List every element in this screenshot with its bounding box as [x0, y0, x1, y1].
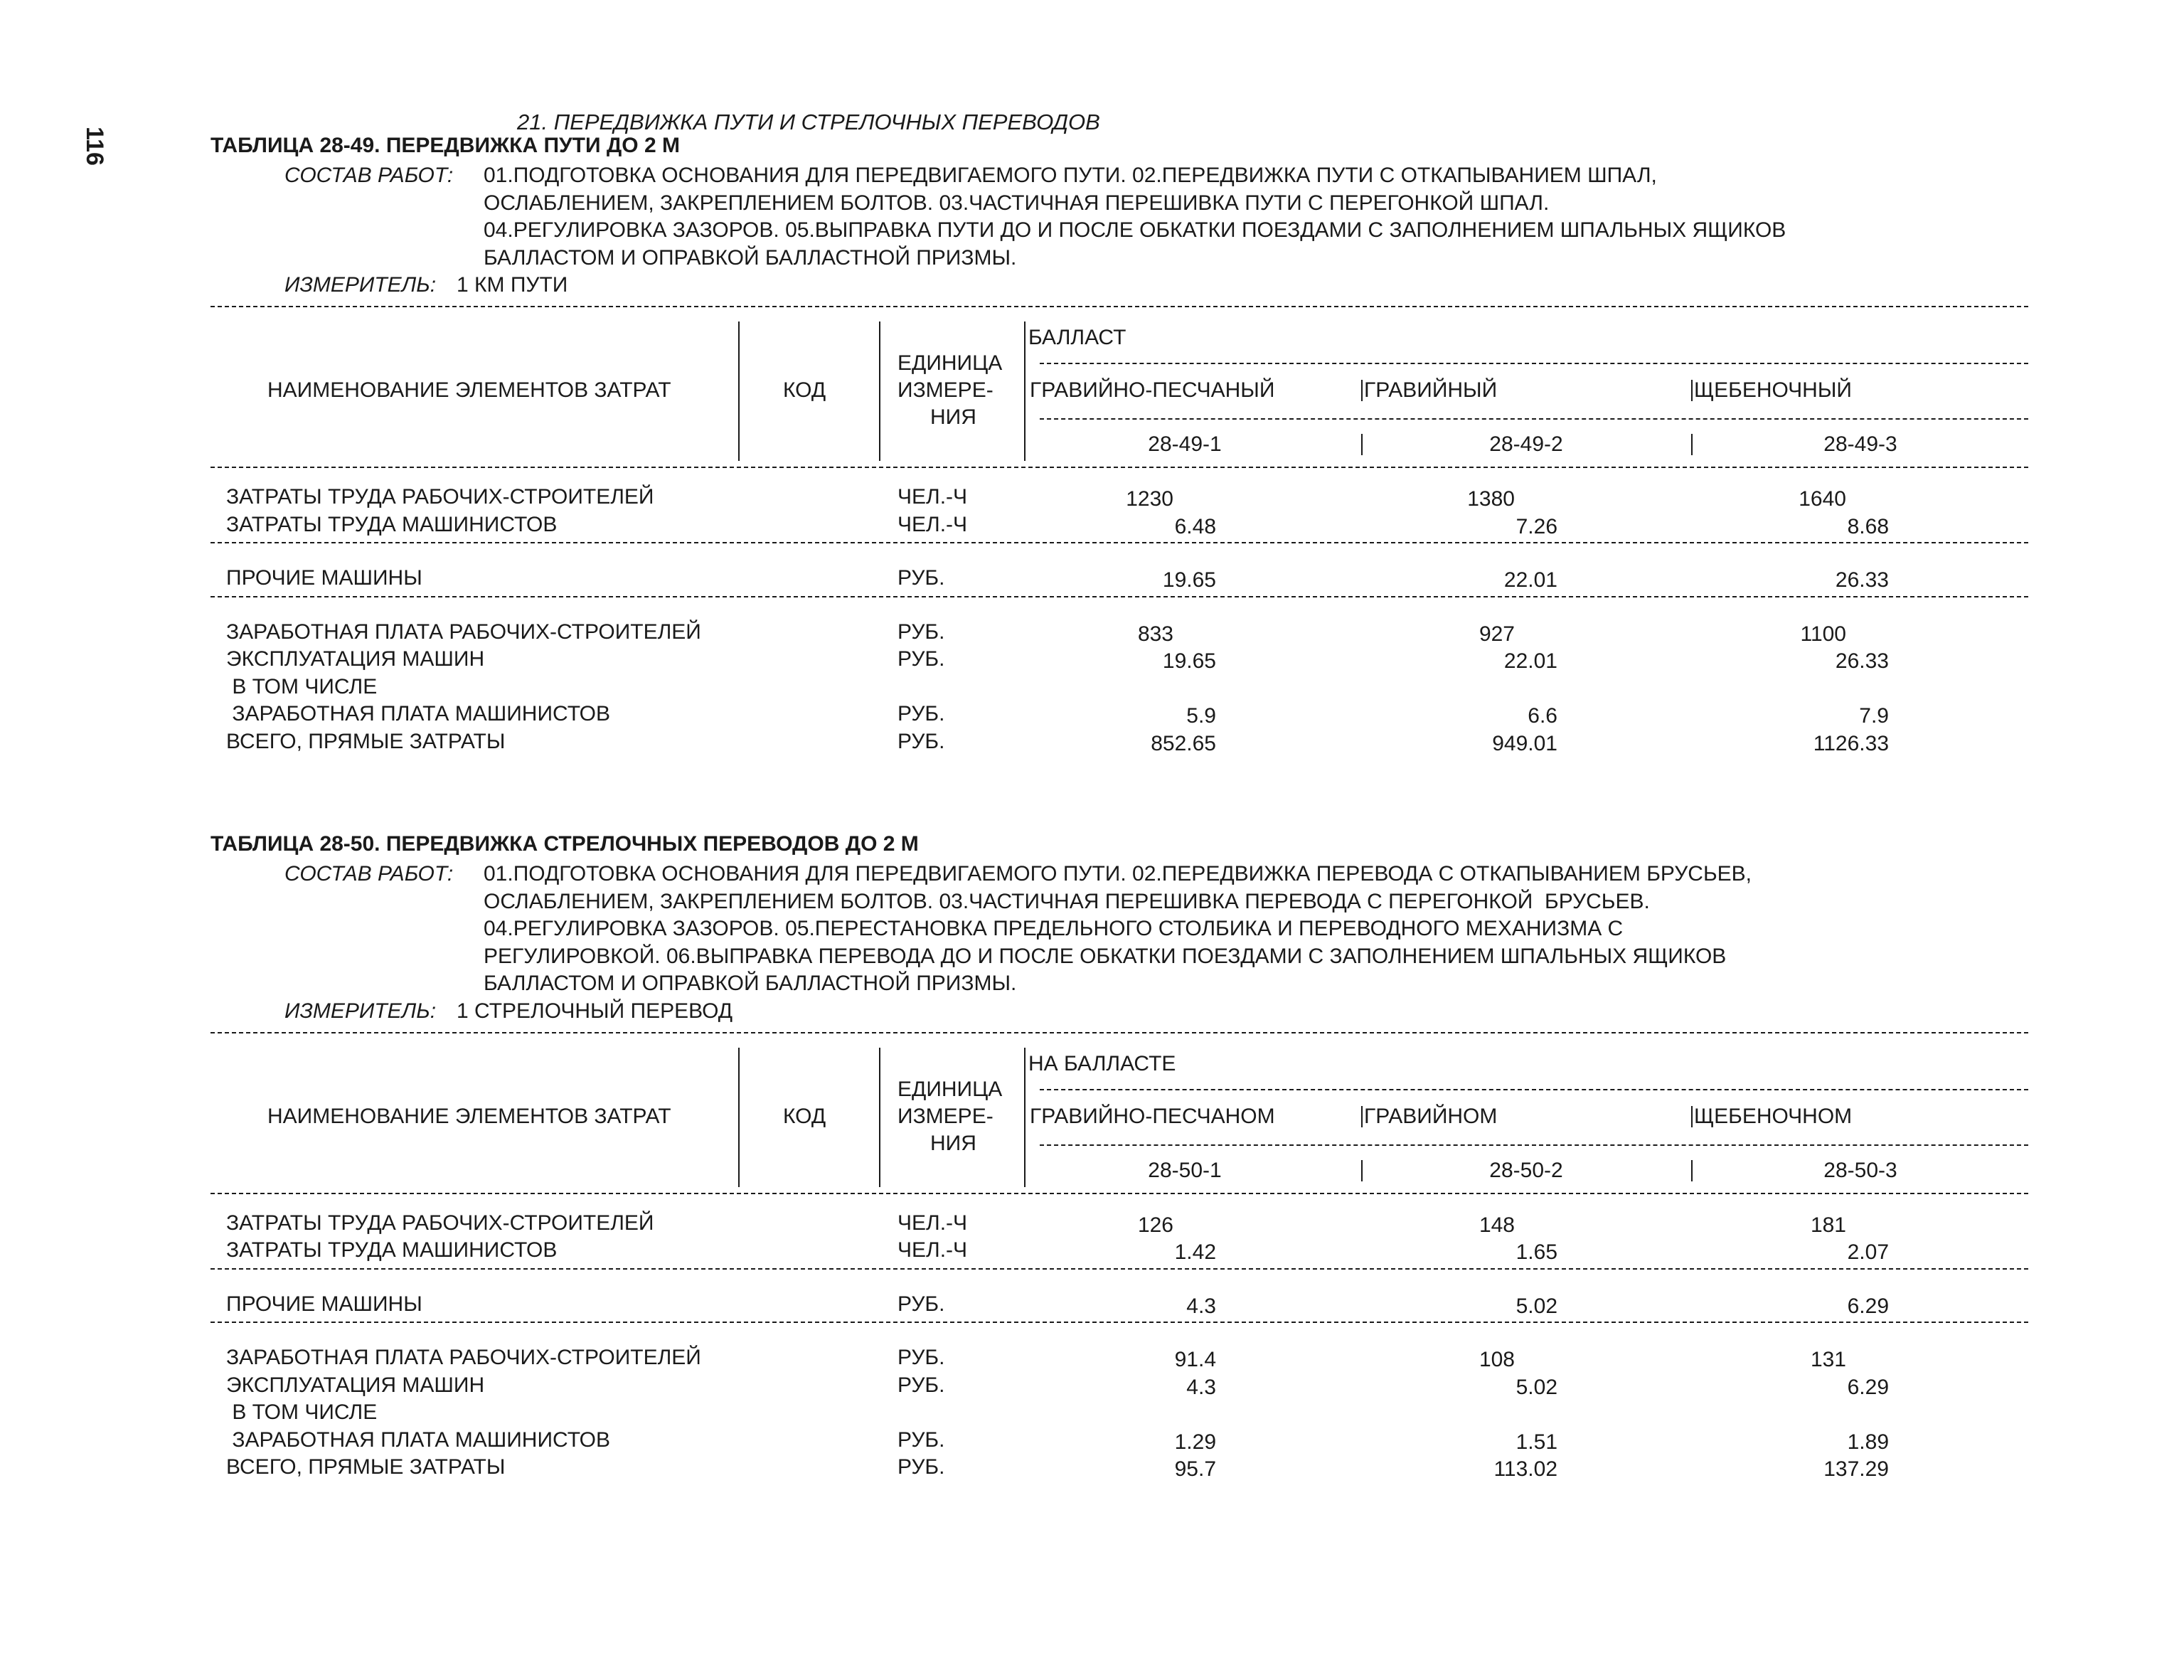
header-unit-line1: ЕДИНИЦА — [897, 1077, 1003, 1101]
row-value: 5.02 — [1516, 1375, 1557, 1399]
measure-value: 1 СТРЕЛОЧНЫЙ ПЕРЕВОД — [457, 999, 733, 1023]
row-value: 927 — [1479, 622, 1515, 646]
header-variant: ЩЕБЕНОЧНОМ — [1694, 1104, 1853, 1128]
measure-label: ИЗМЕРИТЕЛЬ: — [284, 999, 437, 1023]
unit-values-divider — [1024, 1048, 1026, 1187]
unit-values-divider — [1024, 321, 1026, 461]
block-rule — [211, 542, 2028, 543]
variant-divider — [1361, 1106, 1363, 1127]
row-value: 1.42 — [1174, 1240, 1216, 1264]
row-unit: ЧЕЛ.-Ч — [897, 485, 968, 509]
header-unit-line1: ЕДИНИЦА — [897, 351, 1003, 375]
header-group: БАЛЛАСТ — [1028, 326, 1126, 349]
name-code-divider — [738, 321, 740, 461]
row-unit: ЧЕЛ.-Ч — [897, 1211, 968, 1235]
row-value: 126 — [1137, 1213, 1173, 1237]
row-name: ЗАРАБОТНАЯ ПЛАТА МАШИНИСТОВ — [226, 702, 611, 725]
row-value: 26.33 — [1835, 649, 1889, 673]
name-code-divider — [738, 1048, 740, 1187]
code-unit-divider — [879, 1048, 880, 1187]
row-unit: РУБ. — [897, 566, 945, 590]
code-divider — [1361, 434, 1363, 455]
code-unit-divider — [879, 321, 880, 461]
measure-label: ИЗМЕРИТЕЛЬ: — [284, 273, 437, 297]
row-name: В ТОМ ЧИСЛЕ — [226, 674, 378, 698]
section-title: 21. ПЕРЕДВИЖКА ПУТИ И СТРЕЛОЧНЫХ ПЕРЕВОДОВ — [517, 110, 1100, 134]
row-name: ЗАТРАТЫ ТРУДА МАШИНИСТОВ — [226, 1238, 558, 1262]
row-value: 6.29 — [1847, 1375, 1889, 1399]
row-name: ЭКСПЛУАТАЦИЯ МАШИН — [226, 1373, 485, 1397]
header-bottom-rule — [211, 1193, 2028, 1194]
row-unit: РУБ. — [897, 1455, 945, 1479]
row-value: 1.65 — [1516, 1240, 1557, 1264]
row-value: 1230 — [1126, 487, 1173, 511]
row-value: 1100 — [1800, 622, 1846, 646]
header-variant-code: 28-50-2 — [1489, 1158, 1563, 1182]
row-unit: РУБ. — [897, 702, 945, 725]
row-name: ЗАРАБОТНАЯ ПЛАТА РАБОЧИХ-СТРОИТЕЛЕЙ — [226, 620, 701, 644]
row-value: 1.51 — [1516, 1430, 1557, 1454]
variant-divider — [1691, 380, 1693, 401]
header-group-rule — [1040, 363, 2028, 364]
row-name: ПРОЧИЕ МАШИНЫ — [226, 1292, 422, 1316]
header-variant-code: 28-50-1 — [1148, 1158, 1222, 1182]
work-composition-line: ОСЛАБЛЕНИЕМ, ЗАКРЕПЛЕНИЕМ БОЛТОВ. 03.ЧАСТИЧНАЯ ПЕРЕШИВКА ПУТИ С ПЕРЕГОНКОЙ ШПАЛ. — [484, 191, 1550, 215]
row-value: 137.29 — [1823, 1457, 1889, 1481]
header-variant-rule — [1040, 1144, 2028, 1146]
row-value: 91.4 — [1174, 1348, 1216, 1371]
work-composition-label: СОСТАВ РАБОТ: — [284, 164, 454, 187]
row-name: ВСЕГО, ПРЯМЫЕ ЗАТРАТЫ — [226, 1455, 506, 1479]
header-name: НАИМЕНОВАНИЕ ЭЛЕМЕНТОВ ЗАТРАТ — [267, 1104, 671, 1128]
header-variant: ЩЕБЕНОЧНЫЙ — [1694, 378, 1852, 402]
row-value: 1.89 — [1847, 1430, 1889, 1454]
row-value: 852.65 — [1151, 731, 1216, 755]
row-value: 1.29 — [1174, 1430, 1216, 1454]
row-value: 131 — [1810, 1348, 1846, 1371]
work-composition-label: СОСТАВ РАБОТ: — [284, 862, 454, 886]
table-title: ТАБЛИЦА 28-50. ПЕРЕДВИЖКА СТРЕЛОЧНЫХ ПЕРЕВОДОВ ДО 2 М — [211, 832, 919, 856]
row-unit: РУБ. — [897, 647, 945, 671]
row-name: ПРОЧИЕ МАШИНЫ — [226, 566, 422, 590]
header-variant: ГРАВИЙНЫЙ — [1364, 378, 1498, 402]
row-unit: ЧЕЛ.-Ч — [897, 512, 968, 536]
row-value: 949.01 — [1492, 731, 1557, 755]
code-divider — [1361, 1160, 1363, 1181]
page-number: 116 — [81, 127, 108, 166]
row-value: 4.3 — [1186, 1375, 1216, 1399]
header-code: КОД — [783, 1104, 826, 1128]
row-name: ЗАТРАТЫ ТРУДА МАШИНИСТОВ — [226, 512, 558, 536]
table-title: ТАБЛИЦА 28-49. ПЕРЕДВИЖКА ПУТИ ДО 2 М — [211, 134, 680, 157]
row-name: ЭКСПЛУАТАЦИЯ МАШИН — [226, 647, 485, 671]
row-unit: РУБ. — [897, 1292, 945, 1316]
row-value: 19.65 — [1162, 649, 1216, 673]
header-variant: ГРАВИЙНО-ПЕСЧАНОМ — [1030, 1104, 1275, 1128]
variant-divider — [1361, 380, 1363, 401]
header-name: НАИМЕНОВАНИЕ ЭЛЕМЕНТОВ ЗАТРАТ — [267, 378, 671, 402]
row-value: 95.7 — [1174, 1457, 1216, 1481]
row-value: 7.26 — [1516, 514, 1557, 538]
header-unit-line2: ИЗМЕРЕ- — [897, 378, 994, 402]
row-value: 5.02 — [1516, 1294, 1557, 1318]
row-value: 1126.33 — [1813, 731, 1889, 755]
row-value: 833 — [1137, 622, 1173, 646]
header-variant: ГРАВИЙНО-ПЕСЧАНЫЙ — [1030, 378, 1275, 402]
header-top-rule — [211, 306, 2028, 307]
header-variant-code: 28-50-3 — [1823, 1158, 1897, 1182]
header-variant-code: 28-49-3 — [1823, 432, 1897, 456]
work-composition-line: БАЛЛАСТОМ И ОПРАВКОЙ БАЛЛАСТНОЙ ПРИЗМЫ. — [484, 245, 1017, 270]
row-value: 7.9 — [1859, 704, 1889, 728]
work-composition-line: БАЛЛАСТОМ И ОПРАВКОЙ БАЛЛАСТНОЙ ПРИЗМЫ. — [484, 972, 1017, 995]
work-composition-line: 04.РЕГУЛИРОВКА ЗАЗОРОВ. 05.ПЕРЕСТАНОВКА ПРЕДЕЛЬНОГО СТОЛБИКА И ПЕРЕВОДНОГО МЕХАНИЗМА С — [484, 917, 1624, 940]
row-value: 26.33 — [1835, 568, 1889, 592]
row-value: 148 — [1479, 1213, 1515, 1237]
work-composition-line: 01.ПОДГОТОВКА ОСНОВАНИЯ ДЛЯ ПЕРЕДВИГАЕМОГО ПУТИ. 02.ПЕРЕДВИЖКА ПУТИ С ОТКАПЫВАНИЕМ ШПАЛ, — [484, 164, 1657, 187]
header-unit-line3: НИЯ — [930, 1131, 976, 1155]
row-value: 181 — [1810, 1213, 1846, 1237]
block-rule — [211, 596, 2028, 597]
block-rule — [211, 1322, 2028, 1323]
row-value: 113.02 — [1493, 1457, 1557, 1481]
row-value: 2.07 — [1847, 1240, 1889, 1264]
row-value: 5.9 — [1186, 704, 1216, 728]
row-value: 6.29 — [1847, 1294, 1889, 1318]
header-bottom-rule — [211, 467, 2028, 468]
row-unit: РУБ. — [897, 620, 945, 644]
header-top-rule — [211, 1032, 2028, 1033]
block-rule — [211, 1268, 2028, 1270]
header-variant-rule — [1040, 418, 2028, 420]
header-variant-code: 28-49-2 — [1489, 432, 1563, 456]
row-name: ЗАРАБОТНАЯ ПЛАТА РАБОЧИХ-СТРОИТЕЛЕЙ — [226, 1346, 701, 1369]
row-name: ЗАРАБОТНАЯ ПЛАТА МАШИНИСТОВ — [226, 1428, 611, 1452]
row-name: ВСЕГО, ПРЯМЫЕ ЗАТРАТЫ — [226, 729, 506, 753]
header-unit-line3: НИЯ — [930, 405, 976, 429]
row-name: В ТОМ ЧИСЛЕ — [226, 1400, 378, 1424]
header-variant-code: 28-49-1 — [1148, 432, 1222, 456]
work-composition-line: ОСЛАБЛЕНИЕМ, ЗАКРЕПЛЕНИЕМ БОЛТОВ. 03.ЧАСТИЧНАЯ ПЕРЕШИВКА ПЕРЕВОДА С ПЕРЕГОНКОЙ БРУСЬЕВ. — [484, 889, 1650, 913]
row-unit: РУБ. — [897, 1428, 945, 1452]
row-value: 4.3 — [1186, 1294, 1216, 1318]
row-value: 19.65 — [1162, 568, 1216, 592]
row-value: 6.6 — [1528, 704, 1557, 728]
row-value: 8.68 — [1847, 514, 1889, 538]
row-value: 22.01 — [1503, 568, 1557, 592]
header-group: НА БАЛЛАСТЕ — [1028, 1051, 1176, 1075]
header-group-rule — [1040, 1089, 2028, 1090]
header-variant: ГРАВИЙНОМ — [1364, 1104, 1498, 1128]
row-value: 22.01 — [1503, 649, 1557, 673]
work-composition-line: 04.РЕГУЛИРОВКА ЗАЗОРОВ. 05.ВЫПРАВКА ПУТИ ДО И ПОСЛЕ ОБКАТКИ ПОЕЗДАМИ С ЗАПОЛНЕНИЕМ ШПАЛЬНЫХ ЯЩИКОВ — [484, 218, 1786, 242]
work-composition-line: 01.ПОДГОТОВКА ОСНОВАНИЯ ДЛЯ ПЕРЕДВИГАЕМОГО ПУТИ. 02.ПЕРЕДВИЖКА ПЕРЕВОДА С ОТКАПЫВАНИЕМ БРУСЬЕВ, — [484, 862, 1752, 886]
row-unit: РУБ. — [897, 1346, 945, 1369]
work-composition-line: РЕГУЛИРОВКОЙ. 06.ВЫПРАВКА ПЕРЕВОДА ДО И ПОСЛЕ ОБКАТКИ ПОЕЗДАМИ С ЗАПОЛНЕНИЕМ ШПАЛЬНЫХ ЯЩИКОВ — [484, 944, 1727, 968]
row-name: ЗАТРАТЫ ТРУДА РАБОЧИХ-СТРОИТЕЛЕЙ — [226, 1211, 654, 1235]
row-value: 108 — [1479, 1348, 1515, 1371]
row-value: 6.48 — [1174, 514, 1216, 538]
row-name: ЗАТРАТЫ ТРУДА РАБОЧИХ-СТРОИТЕЛЕЙ — [226, 485, 654, 509]
row-unit: РУБ. — [897, 1373, 945, 1397]
variant-divider — [1691, 1106, 1693, 1127]
code-divider — [1691, 434, 1693, 455]
row-unit: ЧЕЛ.-Ч — [897, 1238, 968, 1262]
measure-value: 1 КМ ПУТИ — [457, 273, 568, 297]
row-unit: РУБ. — [897, 729, 945, 753]
code-divider — [1691, 1160, 1693, 1181]
row-value: 1640 — [1799, 487, 1846, 511]
row-value: 1380 — [1467, 487, 1515, 511]
header-code: КОД — [783, 378, 826, 402]
header-unit-line2: ИЗМЕРЕ- — [897, 1104, 994, 1128]
